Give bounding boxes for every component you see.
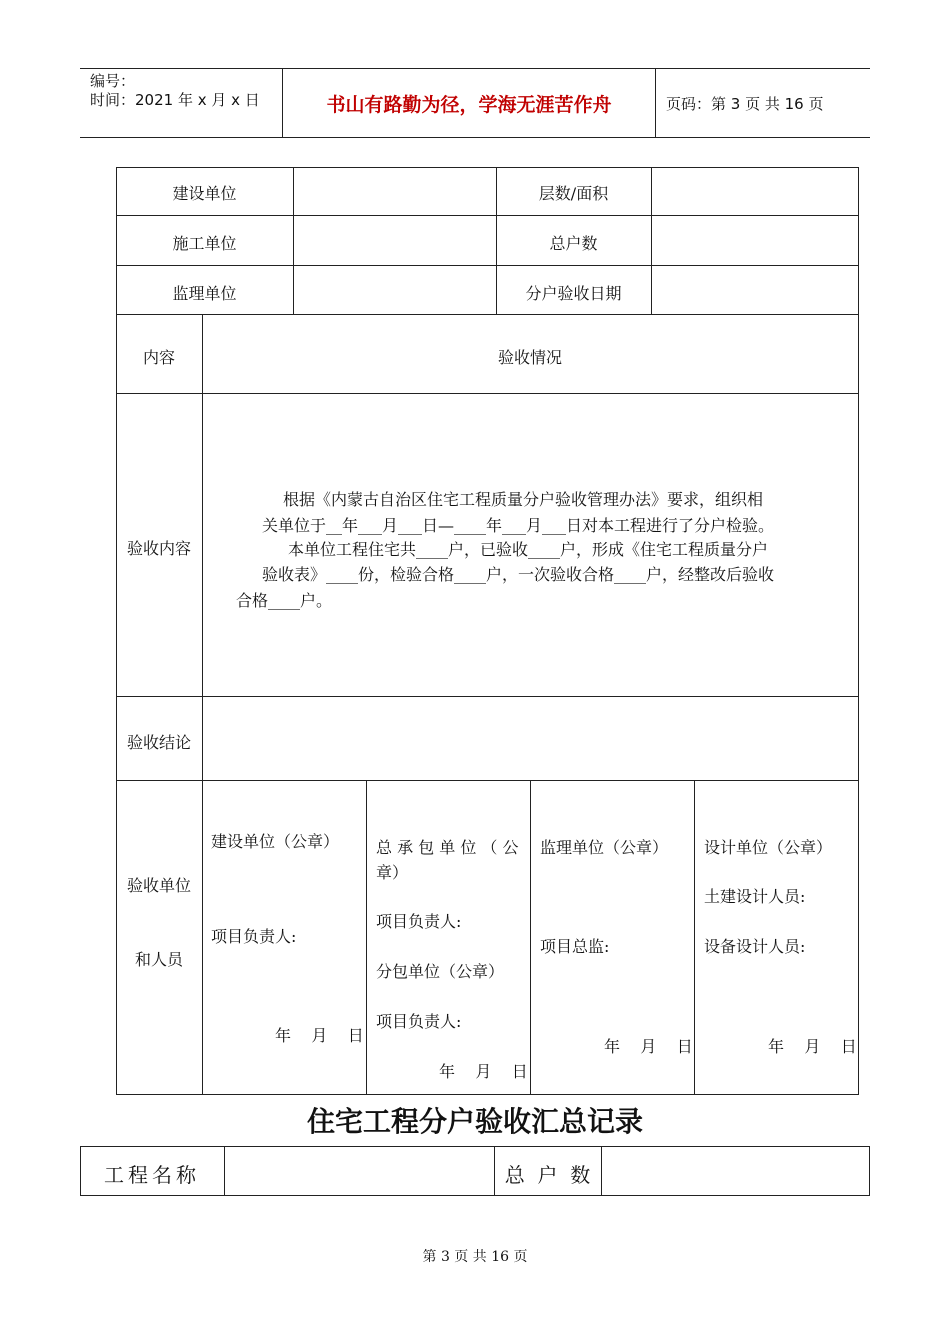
code-label: 编号： <box>90 72 136 90</box>
owner-unit-seal: 建设单位（公章） <box>211 832 340 851</box>
table-line <box>80 1195 870 1196</box>
acceptance-text-line: 关单位于__年___月___日—____年___月___日对本工程进行了分户检验。 <box>262 516 775 535</box>
label-floors-area: 层数/面积 <box>538 184 609 203</box>
owner-project-lead: 项目负责人: <box>211 927 297 946</box>
label-supervision-unit: 监理单位 <box>172 284 237 303</box>
label-project-name: 工程名称 <box>104 1163 200 1187</box>
label-total-households: 总户数 <box>549 234 598 253</box>
table-line <box>116 167 859 168</box>
subcontractor-seal: 分包单位（公章） <box>376 962 505 981</box>
label-summary-households: 总 户 数 <box>504 1163 591 1187</box>
table-line <box>116 1094 859 1095</box>
label-conclusion: 验收结论 <box>126 733 191 752</box>
supervision-seal: 监理单位（公章） <box>540 838 669 857</box>
label-units-line2: 和人员 <box>134 950 183 969</box>
header-page-info: 页码：第 3 页 共 16 页 <box>666 94 824 113</box>
equipment-designer: 设备设计人员: <box>704 937 806 956</box>
page-footer: 第 3 页 共 16 页 <box>422 1249 528 1265</box>
table-line <box>530 780 531 1095</box>
table-line <box>116 393 859 394</box>
label-construction-unit: 建设单位 <box>172 184 237 203</box>
supervision-date: 年 月 日 <box>604 1037 693 1056</box>
table-line <box>694 780 695 1095</box>
subcontractor-project-lead: 项目负责人: <box>376 1012 462 1031</box>
owner-date: 年 月 日 <box>275 1026 364 1045</box>
acceptance-text-line: 合格____户。 <box>236 591 333 610</box>
table-line <box>116 265 859 266</box>
header-motto: 书山有路勤为径，学海无涯苦作舟 <box>282 69 656 137</box>
table-line <box>116 780 859 781</box>
table-line <box>858 167 859 1095</box>
table-line <box>116 314 859 315</box>
table-line <box>224 1146 225 1196</box>
table-line <box>116 215 859 216</box>
table-line <box>869 1146 870 1196</box>
design-unit-seal: 设计单位（公章） <box>704 838 833 857</box>
table-line <box>651 167 652 315</box>
design-date: 年 月 日 <box>768 1037 857 1056</box>
general-contractor-seal: 总 承 包 单 位 （ 公 <box>376 838 519 857</box>
chief-supervisor: 项目总监: <box>540 937 610 956</box>
header-meta <box>80 69 282 137</box>
acceptance-text-line: 本单位工程住宅共____户，已验收____户，形成《住宅工程质量分户 <box>288 540 769 559</box>
table-line <box>366 780 367 1095</box>
civil-designer: 土建设计人员: <box>704 887 806 906</box>
summary-title: 住宅工程分户验收汇总记录 <box>306 1105 643 1138</box>
date-label: 时间：2021 年 x 月 x 日 <box>90 91 260 109</box>
table-line <box>116 696 859 697</box>
acceptance-text-line: 根据《内蒙古自治区住宅工程质量分户验收管理办法》要求，组织相 <box>283 490 764 509</box>
label-acceptance-status: 验收情况 <box>497 348 562 367</box>
label-builder-unit: 施工单位 <box>172 234 237 253</box>
label-content: 内容 <box>142 348 175 367</box>
label-acceptance-date: 分户验收日期 <box>525 284 622 303</box>
label-units-line1: 验收单位 <box>126 876 191 895</box>
label-acceptance-content: 验收内容 <box>126 539 191 558</box>
general-contractor-seal-cont: 章） <box>376 863 409 882</box>
table-line <box>80 1146 870 1147</box>
table-line <box>202 314 203 1095</box>
contractor-date: 年 月 日 <box>439 1062 528 1081</box>
acceptance-text-line: 验收表》____份，检验合格____户，一次验收合格____户，经整改后验收 <box>262 565 775 584</box>
page-header <box>80 68 870 138</box>
table-line <box>601 1146 602 1196</box>
contractor-project-lead: 项目负责人: <box>376 912 462 931</box>
table-line <box>293 167 294 315</box>
